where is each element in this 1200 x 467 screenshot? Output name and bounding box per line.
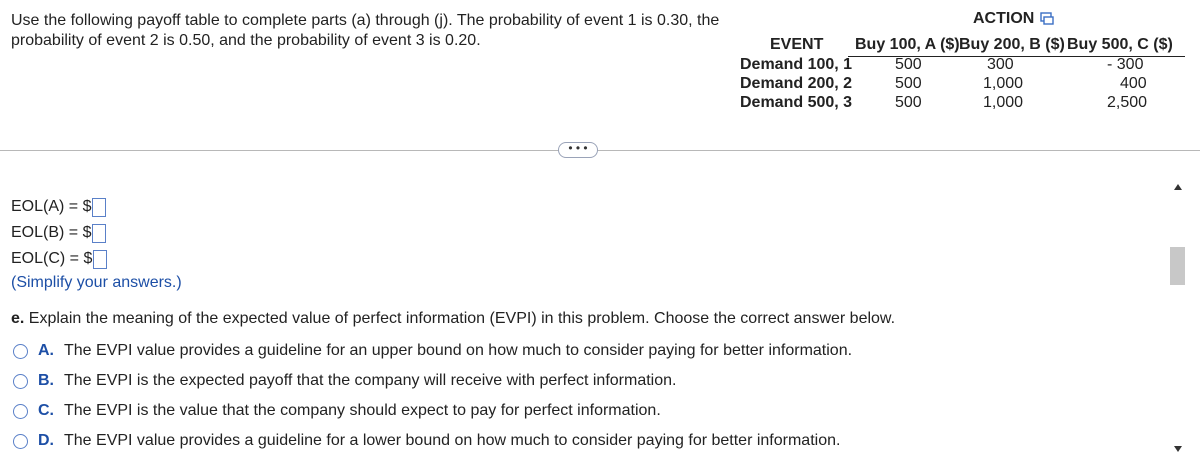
option-b-radio[interactable] (13, 374, 28, 389)
cell-1-c: - 300 (1107, 56, 1144, 73)
option-d-radio[interactable] (13, 434, 28, 449)
column-header-b: Buy 200, B ($) (959, 36, 1065, 53)
eol-a-row (11, 196, 106, 218)
eol-c-label: EOL(C) = $ (11, 250, 93, 267)
option-a-radio[interactable] (13, 344, 28, 359)
option-c-letter: C. (38, 402, 54, 419)
eol-b-label: EOL(B) = $ (11, 224, 92, 241)
event-header: EVENT (770, 36, 824, 53)
question-text: Explain the meaning of the expected value of perfect information (EVPI) in this problem. Choose the correct answer below. (28, 310, 896, 327)
cell-3-b: 1,000 (983, 94, 1024, 111)
eol-c-row (11, 248, 107, 270)
event-row-2-label: Demand 200, 2 (740, 75, 853, 92)
option-a[interactable] (13, 340, 852, 362)
expand-ellipsis-button[interactable]: • • • (558, 142, 598, 158)
section-divider (0, 150, 1200, 151)
action-header-label: ACTION (973, 10, 1035, 27)
cell-2-b: 1,000 (983, 75, 1024, 92)
option-d-text: The EVPI value provides a guideline for a lower bound on how much to consider paying for better information. (64, 432, 841, 449)
scroll-down-arrow-icon[interactable] (1174, 446, 1182, 452)
scrollbar-thumb[interactable] (1170, 247, 1185, 285)
cell-2-a: 500 (895, 75, 922, 92)
option-c[interactable] (13, 400, 661, 422)
option-d-letter: D. (38, 432, 54, 449)
column-header-a: Buy 100, A ($) (855, 36, 960, 53)
option-a-letter: A. (38, 342, 54, 359)
eol-c-input[interactable] (93, 250, 107, 269)
option-b-text: The EVPI is the expected payoff that the company will receive with perfect information. (64, 372, 677, 389)
scroll-up-arrow-icon[interactable] (1174, 184, 1182, 190)
eol-b-input[interactable] (92, 224, 106, 243)
cell-1-b: 300 (987, 56, 1014, 73)
cell-2-c: 400 (1120, 75, 1147, 92)
eol-a-label: EOL(A) = $ (11, 198, 92, 215)
cell-3-a: 500 (895, 94, 922, 111)
option-c-radio[interactable] (13, 404, 28, 419)
eol-a-input[interactable] (92, 198, 106, 217)
action-header (973, 10, 1054, 28)
option-d[interactable] (13, 430, 840, 452)
eol-b-row (11, 222, 106, 244)
option-b-letter: B. (38, 372, 54, 389)
question-part-label: e. (11, 310, 25, 327)
cell-1-a: 500 (895, 56, 922, 73)
copy-icon[interactable] (1040, 12, 1054, 26)
problem-intro: Use the following payoff table to complete parts (a) through (j). The probability of event 1 is 0.30, the probability of event 2 is 0.50, and the probability of event 3 is 0.20. (11, 12, 720, 49)
question-e (11, 310, 895, 328)
option-c-text: The EVPI is the value that the company should expect to pay for perfect information. (64, 402, 661, 419)
option-a-text: The EVPI value provides a guideline for an upper bound on how much to consider paying for better information. (64, 342, 853, 359)
cell-3-c: 2,500 (1107, 94, 1148, 111)
event-row-3-label: Demand 500, 3 (740, 94, 853, 111)
option-b[interactable] (13, 370, 676, 392)
column-header-c: Buy 500, C ($) (1067, 36, 1173, 53)
event-row-1-label: Demand 100, 1 (740, 56, 853, 73)
vertical-scrollbar[interactable] (1168, 180, 1188, 467)
simplify-hint: (Simplify your answers.) (11, 274, 182, 291)
